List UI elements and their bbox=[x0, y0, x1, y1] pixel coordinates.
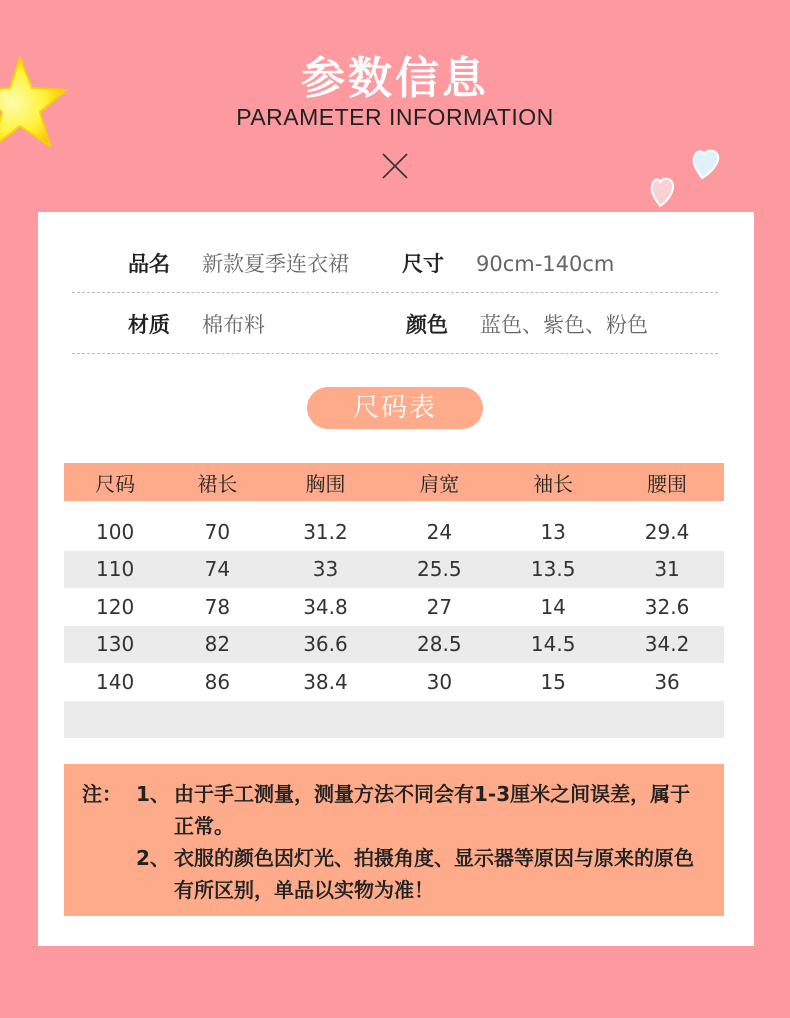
table-cell: 36 bbox=[654, 669, 680, 694]
note-item-1 bbox=[82, 778, 706, 842]
param-row-material-color bbox=[72, 296, 718, 354]
header-cell: 肩宽 bbox=[382, 463, 496, 501]
table-cell: 82 bbox=[166, 626, 268, 664]
table-cell: 120 bbox=[96, 594, 135, 619]
table-row bbox=[64, 663, 724, 701]
table-cell: 25.5 bbox=[382, 551, 496, 589]
size-chart-title: 尺码表 bbox=[307, 387, 483, 429]
size-label: 尺寸 bbox=[402, 252, 444, 276]
notes-prefix: 注： bbox=[82, 782, 122, 806]
table-row-empty bbox=[64, 701, 724, 739]
table-cell: 100 bbox=[96, 519, 135, 544]
table-cell: 86 bbox=[204, 669, 231, 694]
material-value: 棉布料 bbox=[202, 313, 265, 337]
note-number: 1、 bbox=[136, 782, 170, 806]
table-cell: 38.4 bbox=[303, 669, 348, 694]
note-text: 衣服的颜色因灯光、拍摄角度、显示器等原因与原来的原色有所区别，单品以实物为准！ bbox=[174, 846, 694, 902]
table-cell: 140 bbox=[96, 669, 135, 694]
name-value: 新款夏季连衣裙 bbox=[202, 252, 349, 276]
table-cell: 31 bbox=[610, 551, 724, 589]
header-cell: 袖长 bbox=[496, 463, 610, 501]
note-number: 2、 bbox=[136, 846, 170, 870]
table-cell: 24 bbox=[426, 519, 453, 544]
note-item-2 bbox=[82, 842, 706, 906]
table-cell: 70 bbox=[204, 519, 231, 544]
table-row bbox=[64, 588, 724, 626]
table-cell: 31.2 bbox=[303, 519, 348, 544]
page-title: 参数信息 bbox=[301, 53, 489, 104]
table-row bbox=[64, 626, 724, 664]
info-card bbox=[38, 212, 754, 946]
heart-icon bbox=[640, 148, 730, 218]
table-cell: 36.6 bbox=[269, 626, 383, 664]
table-cell: 13.5 bbox=[496, 551, 610, 589]
param-row-name-size bbox=[72, 235, 718, 293]
color-value: 蓝色、紫色、粉色 bbox=[480, 313, 648, 337]
table-cell: 110 bbox=[64, 551, 166, 589]
page-subtitle: PARAMETER INFORMATION bbox=[236, 104, 554, 130]
table-cell: 14.5 bbox=[496, 626, 610, 664]
table-cell: 74 bbox=[166, 551, 268, 589]
header-cell: 胸围 bbox=[269, 463, 383, 501]
table-cell: 29.4 bbox=[644, 519, 690, 544]
color-label: 颜色 bbox=[406, 313, 448, 337]
table-cell: 34.2 bbox=[610, 626, 724, 664]
notes-box bbox=[64, 764, 724, 916]
table-cell: 78 bbox=[204, 594, 231, 619]
table-cell: 28.5 bbox=[382, 626, 496, 664]
table-row bbox=[64, 513, 724, 551]
table-cell: 13 bbox=[540, 519, 566, 544]
spacer-row bbox=[64, 501, 724, 513]
size-value: 90cm-140cm bbox=[476, 252, 615, 276]
table-cell: 30 bbox=[426, 669, 453, 694]
table-cell: 27 bbox=[426, 594, 453, 619]
table-cell: 33 bbox=[269, 551, 383, 589]
table-cell: 32.6 bbox=[644, 594, 690, 619]
header-cell: 腰围 bbox=[610, 463, 724, 501]
table-cell: 15 bbox=[540, 669, 566, 694]
header-cell: 裙长 bbox=[166, 463, 268, 501]
table-cell: 34.8 bbox=[303, 594, 348, 619]
name-label: 品名 bbox=[128, 252, 170, 276]
size-table-header bbox=[64, 463, 724, 501]
empty-cell bbox=[64, 701, 724, 739]
table-cell: 130 bbox=[64, 626, 166, 664]
material-label: 材质 bbox=[128, 313, 170, 337]
size-table bbox=[64, 463, 724, 738]
header-cell: 尺码 bbox=[64, 463, 166, 501]
table-row bbox=[64, 551, 724, 589]
cross-icon bbox=[381, 152, 409, 180]
table-cell: 14 bbox=[540, 594, 566, 619]
note-text: 由于手工测量，测量方法不同会有1-3厘米之间误差，属于正常。 bbox=[174, 782, 691, 838]
